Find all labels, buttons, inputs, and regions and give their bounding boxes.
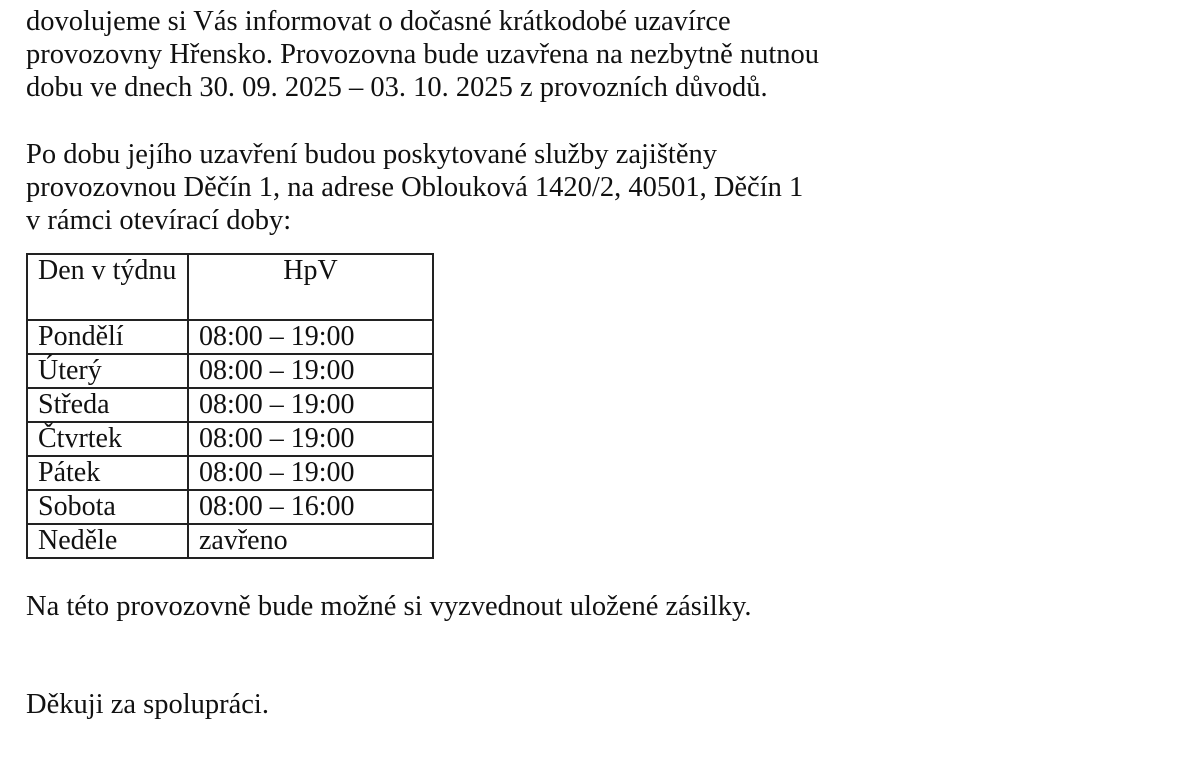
hours-cell: 08:00 – 16:00 [188,490,433,524]
hours-cell: zavřeno [188,524,433,558]
table-row [27,490,433,524]
hours-cell: 08:00 – 19:00 [188,320,433,354]
header-hours: HpV [188,254,433,320]
text-line: provozovny Hřensko. Provozovna bude uzavřena na nezbytně nutnou [26,39,820,70]
day-cell: Úterý [27,354,188,388]
parcel-pickup-paragraph: Na této provozovně bude možné si vyzvednout uložené zásilky. [26,591,752,622]
table-row [27,388,433,422]
alternative-branch-paragraph [26,138,803,237]
text-line: Po dobu jejího uzavření budou poskytované služby zajištěny [26,139,717,170]
table-row [27,524,433,558]
text-line: dovolujeme si Vás informovat o dočasné krátkodobé uzavírce [26,6,731,37]
day-cell: Pátek [27,456,188,490]
day-cell: Středa [27,388,188,422]
hours-cell: 08:00 – 19:00 [188,456,433,490]
text-line: provozovnou Děčín 1, na adrese Oblouková 1420/2, 40501, Děčín 1 [26,172,804,203]
hours-cell: 08:00 – 19:00 [188,388,433,422]
opening-hours-table [26,253,434,559]
table-row [27,354,433,388]
table-row [27,456,433,490]
table-row [27,422,433,456]
day-cell: Neděle [27,524,188,558]
day-cell: Pondělí [27,320,188,354]
day-cell: Čtvrtek [27,422,188,456]
table-row [27,320,433,354]
hours-cell: 08:00 – 19:00 [188,422,433,456]
text-line: v rámci otevírací doby: [26,205,292,236]
hours-cell: 08:00 – 19:00 [188,354,433,388]
closing-line: Děkuji za spolupráci. [26,689,269,720]
closure-notice-paragraph [26,5,819,104]
table-header-row [27,254,433,320]
text-line: dobu ve dnech 30. 09. 2025 – 03. 10. 2025 z provozních důvodů. [26,72,768,103]
day-cell: Sobota [27,490,188,524]
header-day-of-week: Den v týdnu [27,254,188,320]
